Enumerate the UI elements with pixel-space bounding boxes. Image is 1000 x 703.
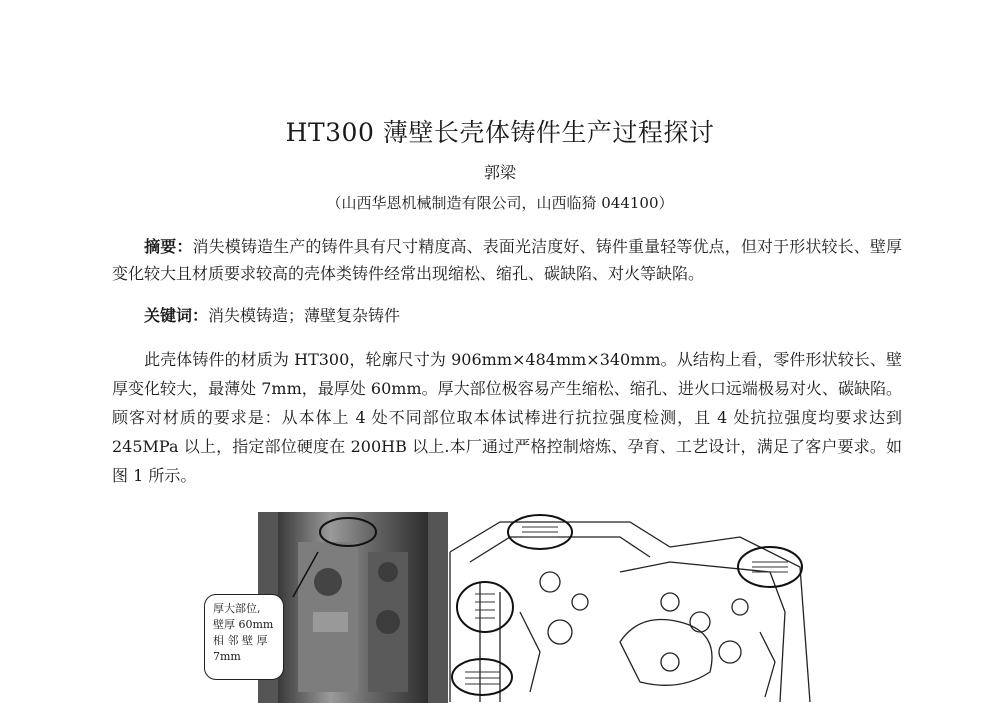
figure-callout	[204, 594, 284, 680]
abstract-label: 摘要：	[144, 237, 193, 256]
keywords	[112, 302, 902, 329]
casting-line-drawing	[440, 512, 815, 703]
paper-title: HT300 薄壁长壳体铸件生产过程探讨	[285, 118, 715, 147]
body-paragraph	[112, 345, 902, 490]
keywords-text: 消失模铸造；薄壁复杂铸件	[208, 306, 401, 325]
body-paragraph-text: 此壳体铸件的材质为 HT300，轮廓尺寸为 906mm×484mm×340mm。从结构上看，零件形状较长、壁厚变化较大，最薄处 7mm，最厚处 60mm。厚大部位极容易产生缩松、缩孔、进火口远端极易对火、碳缺陷。顾客对材质的要求是：从本体上 4 处不同部位取本体试棒进行抗拉强度检测，且 4 处抗拉强度均要求达到 245MPa 以上，指定部位硬度在 200HB 以上.本厂通过严格控制熔炼、孕育、工艺设计，满足了客户要求。如图 1 所示。	[112, 350, 902, 485]
casting-photo	[258, 512, 448, 703]
callout-line: 7mm	[213, 650, 241, 663]
author-affiliation: （山西华恩机械制造有限公司，山西临猗 044100）	[326, 194, 674, 212]
callout-line: 壁厚 60mm	[213, 618, 274, 631]
abstract	[112, 233, 902, 287]
callout-line: 相 邻 壁 厚	[213, 634, 268, 647]
author-name: 郭梁	[483, 163, 516, 182]
keywords-label: 关键词：	[144, 306, 209, 325]
abstract-text: 消失模铸造生产的铸件具有尺寸精度高、表面光洁度好、铸件重量轻等优点，但对于形状较长、壁厚变化较大且材质要求较高的壳体类铸件经常出现缩松、缩孔、碳缺陷、对火等缺陷。	[112, 237, 902, 283]
callout-line: 厚大部位,	[213, 602, 261, 615]
